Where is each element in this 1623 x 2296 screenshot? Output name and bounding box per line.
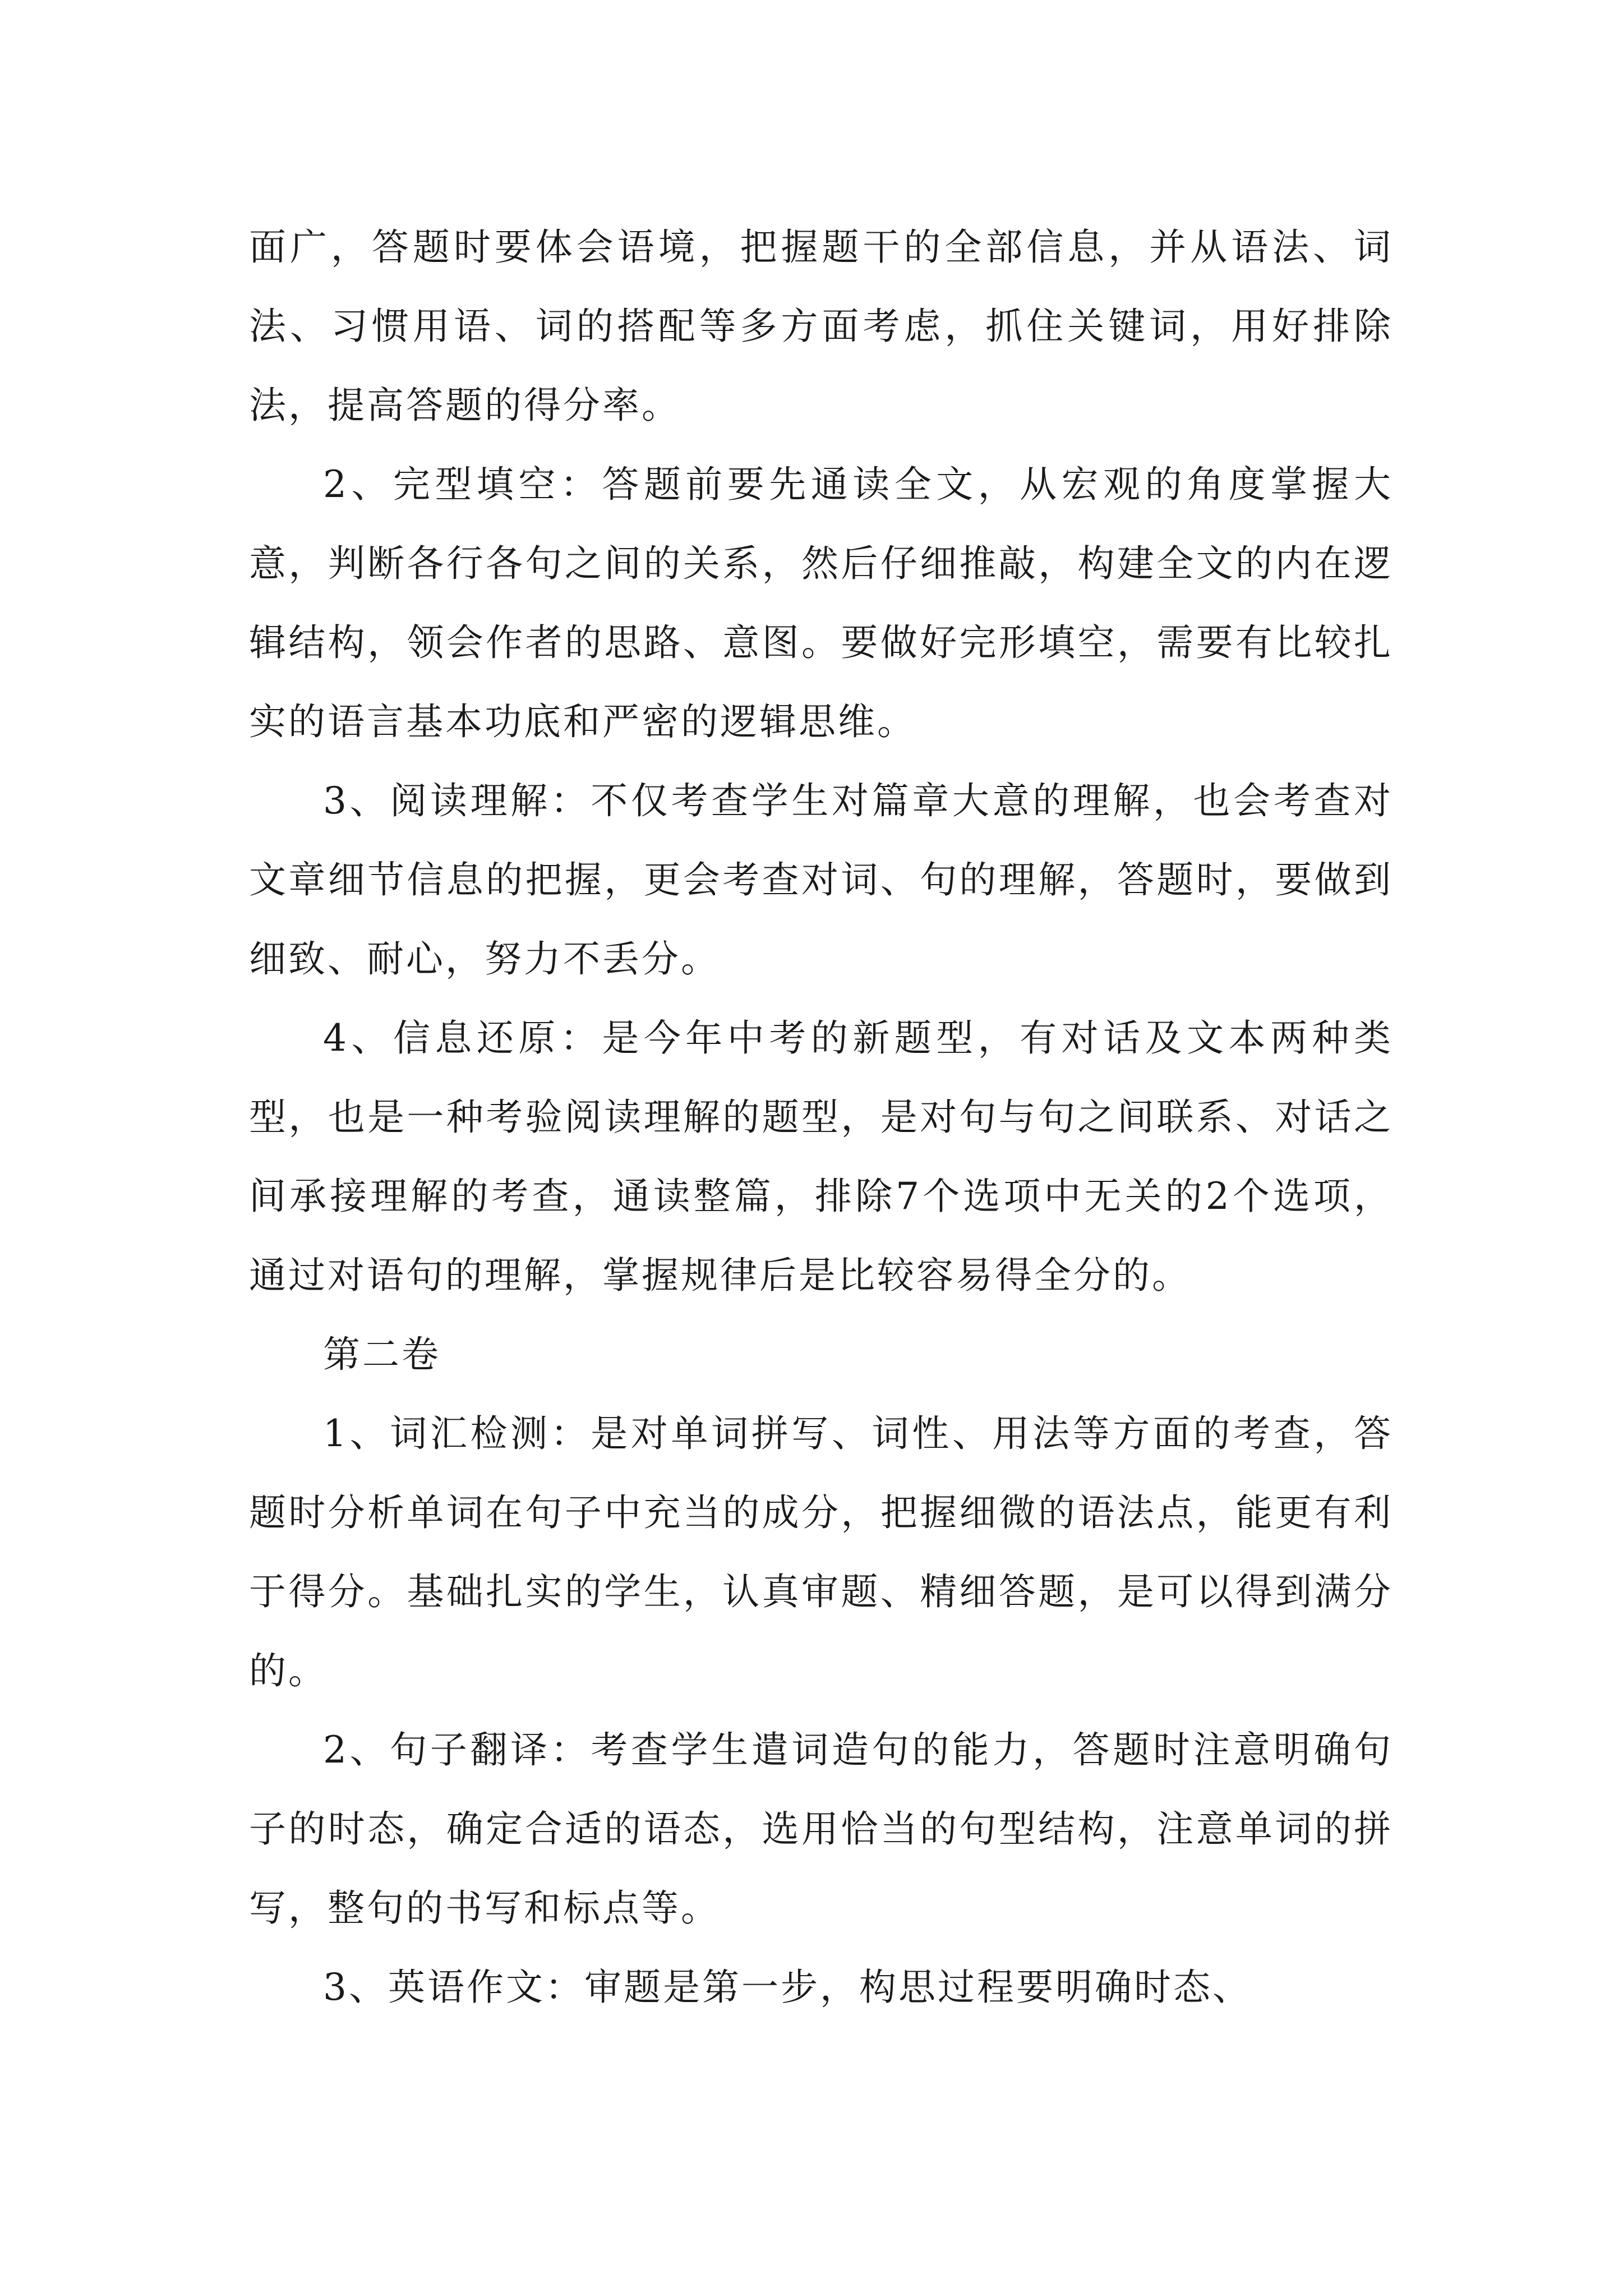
paragraph-info-restore: 4、信息还原：是今年中考的新题型，有对话及文本两种类型，也是一种考验阅读理解的题型，是对句与句之间联系、对话之间承接理解的考查，通读整篇，排除7个选项中无关的2个选项，通过对语句的理解，掌握规律后是比较容易得全分的。 — [249, 1016, 1393, 1297]
paragraph-translation: 2、句子翻译：考查学生遣词造句的能力，答题时注意明确句子的时态，确定合适的语态，选用恰当的句型结构，注意单词的拼写，整句的书写和标点等。 — [249, 1728, 1393, 1930]
paragraph-vocabulary: 1、词汇检测：是对单词拼写、词性、用法等方面的考查，答题时分析单词在句子中充当的成分，把握细微的语法点，能更有利于得分。基础扎实的学生，认真审题、精细答题，是可以得到满分的。 — [249, 1412, 1393, 1692]
paragraph-cloze: 2、完型填空：答题前要先通读全文，从宏观的角度掌握大意，判断各行各句之间的关系，然后仔细推敲，构建全文的内在逻辑结构，领会作者的思路、意图。要做好完形填空，需要有比较扎实的语言基本功底和严密的逻辑思维。 — [249, 463, 1393, 743]
paragraph-reading: 3、阅读理解：不仅考查学生对篇章大意的理解，也会考查对文章细节信息的把握，更会考查对词、句的理解，答题时，要做到细致、耐心，努力不丢分。 — [249, 779, 1393, 981]
section-heading-volume-two: 第二卷 — [323, 1333, 441, 1376]
paragraph-composition: 3、英语作文：审题是第一步，构思过程要明确时态、 — [323, 1966, 1252, 2009]
paragraph-continued: 面广，答题时要体会语境，把握题干的全部信息，并从语法、词法、习惯用语、词的搭配等多方面考虑，抓住关键词，用好排除法，提高答题的得分率。 — [249, 226, 1393, 427]
body-text — [249, 208, 1393, 2027]
